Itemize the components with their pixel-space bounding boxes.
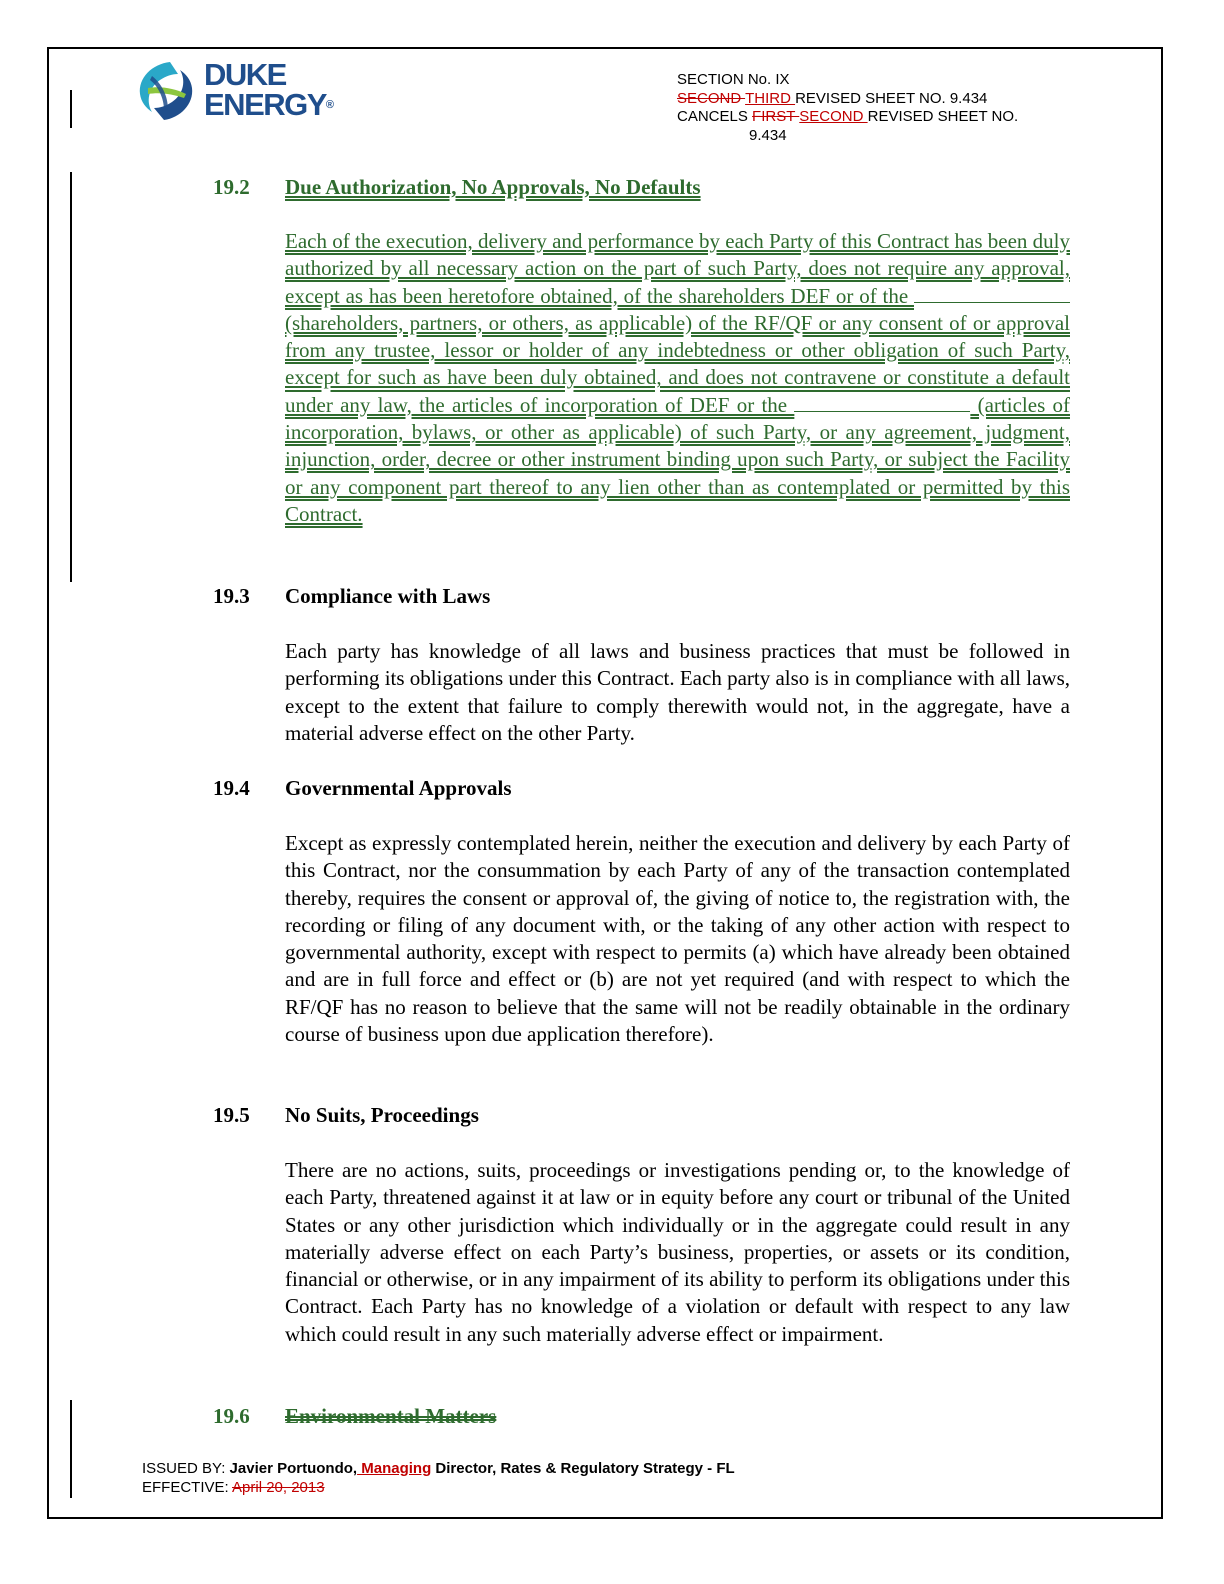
effective-line — [142, 1479, 735, 1498]
section-19-2-heading — [213, 175, 701, 199]
issued-by-title: Director, Rates & Regulatory Strategy - FL — [431, 1460, 735, 1477]
revision-bar — [70, 90, 72, 128]
section-19-2-body — [285, 228, 1070, 528]
section-19-6-heading — [213, 1404, 496, 1428]
effective-deleted-date: April 20, 2013 — [232, 1478, 325, 1496]
issued-by-label: ISSUED BY: — [142, 1460, 230, 1477]
section-title: Compliance with Laws — [285, 584, 491, 608]
sheet-rest-text: REVISED SHEET NO. 9.434 — [795, 89, 988, 107]
section-19-5-body — [285, 1157, 1070, 1348]
duke-energy-logo — [134, 58, 344, 128]
cancels-rest-text: REVISED SHEET NO. — [867, 108, 1019, 125]
section-19-5-heading — [213, 1103, 479, 1127]
section-number: 19.3 — [213, 584, 250, 608]
cancels-number: 9.434 — [749, 126, 787, 144]
logo-line-duke: DUKE — [204, 57, 286, 92]
section-number: 19.5 — [213, 1103, 250, 1127]
section-19-2-text-c: (articles of incorporation, bylaws, or other as applicable) of such Party, or any agreement, judgment, injunction, order, decree or other instrument binding upon such Party, or subject the Facility or any component part thereof to any lien other than as contemplated or permitted by this Contract. — [285, 392, 1070, 526]
logo-line-energy: ENERGY — [204, 87, 326, 122]
section-19-3-heading — [213, 584, 490, 608]
section-19-2-text-b: (shareholders, partners, or others, as applicable) of the RF/QF or any consent of or approval from any trustee, lessor or holder of any indebtedness or other obligation of such Party, except for such as have been duly obtained, and does not contravene or constitute a default under any law, the articles of incorporation of DEF or the — [285, 310, 1070, 417]
registered-mark: ® — [325, 99, 335, 111]
section-title: Environmental Matters — [285, 1404, 497, 1428]
sheet-deleted-text: SECOND — [677, 89, 746, 107]
section-number: 19.4 — [213, 776, 250, 800]
duke-energy-wordmark — [204, 57, 335, 122]
duke-energy-logo-mark — [134, 58, 198, 124]
blank-line — [794, 411, 970, 412]
section-19-5-text: There are no actions, suits, proceedings or investigations pending or, to the knowledge of each Party, threatened against it at law or in equity before any court or tribunal of the United States or any other jurisdiction which individually or in the aggregate could result in any materially adverse effect on each Party’s business, properties, or assets or its condition, financial or otherwise, or in any impairment of its ability to perform its obligations under this Contract. Each Party has no knowledge of a violation or default with respect to any law which could result in any such materially adverse effect or impairment. — [285, 1158, 1070, 1346]
section-19-4-heading — [213, 776, 512, 800]
section-19-2-text-a: Each of the execution, delivery and performance by each Party of this Contract has been duly authorized by all necessary action on the part of such Party, does not require any approval, except as has been heretofore obtained, of the shareholders DEF or of the — [285, 229, 1070, 308]
issued-by-inserted-text: Managing — [357, 1460, 432, 1477]
sheet-inserted-text: THIRD — [745, 89, 796, 107]
revision-bar — [70, 172, 72, 582]
section-number: SECTION No. IX — [677, 71, 790, 88]
issued-by-name: Javier Portuondo, — [229, 1460, 358, 1477]
cancels-deleted-text: FIRST — [752, 108, 800, 125]
effective-label: EFFECTIVE: — [142, 1478, 233, 1496]
revision-bar — [70, 1400, 72, 1498]
section-number: 19.2 — [213, 175, 250, 199]
section-title: Due Authorization, No Approvals, No Defaults — [285, 175, 701, 199]
cancels-inserted-text: SECOND — [799, 108, 868, 125]
issued-by-line — [142, 1460, 735, 1479]
section-19-3-body — [285, 638, 1070, 747]
sheet-header — [677, 71, 1097, 145]
cancels-label: CANCELS — [677, 108, 753, 125]
section-number: 19.6 — [213, 1404, 250, 1428]
sheet-number-line — [677, 90, 1097, 109]
blank-line — [914, 302, 1070, 303]
section-19-4-text: Except as expressly contemplated herein, neither the execution and delivery by each Party of this Contract, nor the consummation by each Party of any of the transaction contemplated thereby, requires the consent or approval of, the giving of notice to, the registration with, the recording or filing of any document with, or the taking of any other action with respect to governmental authority, except with respect to permits (a) which have already been obtained and are in full force and effect or (b) are not yet required (and with respect to which the RF/QF has no reason to believe that the same will not be readily obtainable in the ordinary course of business upon due application therefore). — [285, 831, 1070, 1047]
cancels-line — [677, 108, 1097, 127]
section-19-4-body — [285, 830, 1070, 1048]
section-title: Governmental Approvals — [285, 776, 512, 800]
section-19-3-text: Each party has knowledge of all laws and business practices that must be followed in performing its obligations under this Contract. Each party also is in compliance with all laws, except to the extent that failure to comply therewith would not, in the aggregate, have a material adverse effect on the other Party. — [285, 639, 1070, 745]
sheet-footer — [142, 1460, 735, 1497]
section-title: No Suits, Proceedings — [285, 1103, 479, 1127]
